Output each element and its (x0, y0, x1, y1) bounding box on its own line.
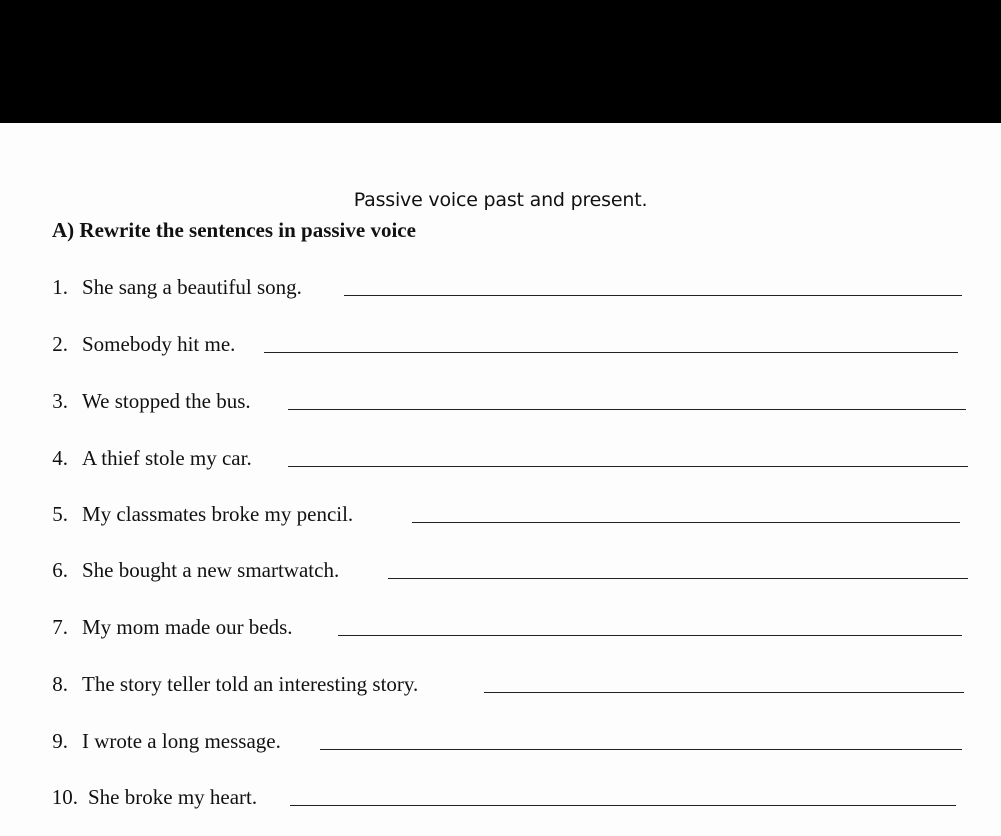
item-number: 1. (52, 275, 68, 299)
list-item (0, 784, 1001, 810)
section-heading: A) Rewrite the sentences in passive voice (52, 218, 416, 242)
list-item (0, 445, 1001, 471)
answer-line[interactable] (412, 522, 960, 523)
answer-line[interactable] (288, 409, 966, 410)
item-sentence: A thief stole my car. (82, 446, 252, 470)
item-number: 10. (51, 785, 78, 809)
list-item (0, 388, 1001, 414)
item-sentence: Somebody hit me. (82, 332, 236, 356)
item-number: 4. (52, 446, 68, 470)
item-sentence: We stopped the bus. (82, 389, 251, 413)
item-number: 6. (52, 558, 68, 582)
item-number: 3. (52, 389, 68, 413)
worksheet-page (0, 123, 1001, 836)
item-number: 7. (52, 615, 68, 639)
list-item (0, 331, 1001, 357)
list-item (0, 671, 1001, 697)
item-sentence: My classmates broke my pencil. (82, 502, 354, 526)
item-sentence: I wrote a long message. (82, 729, 281, 753)
item-sentence: She broke my heart. (88, 785, 258, 809)
item-number: 9. (52, 729, 68, 753)
answer-line[interactable] (388, 578, 968, 579)
worksheet-title: Passive voice past and present. (353, 189, 648, 211)
answer-line[interactable] (344, 295, 962, 296)
item-sentence: My mom made our beds. (82, 615, 293, 639)
item-sentence: The story teller told an interesting story. (82, 672, 419, 696)
top-black-bar (0, 0, 1001, 123)
item-sentence: She bought a new smartwatch. (82, 558, 340, 582)
answer-line[interactable] (290, 805, 956, 806)
answer-line[interactable] (288, 466, 968, 467)
item-sentence: She sang a beautiful song. (82, 275, 302, 299)
list-item (0, 728, 1001, 754)
list-item (0, 501, 1001, 527)
list-item (0, 274, 1001, 300)
list-item (0, 614, 1001, 640)
answer-line[interactable] (264, 352, 958, 353)
list-item (0, 557, 1001, 583)
answer-line[interactable] (484, 692, 964, 693)
item-number: 8. (52, 672, 68, 696)
item-number: 2. (52, 332, 68, 356)
item-number: 5. (52, 502, 68, 526)
answer-line[interactable] (320, 749, 962, 750)
answer-line[interactable] (338, 635, 962, 636)
